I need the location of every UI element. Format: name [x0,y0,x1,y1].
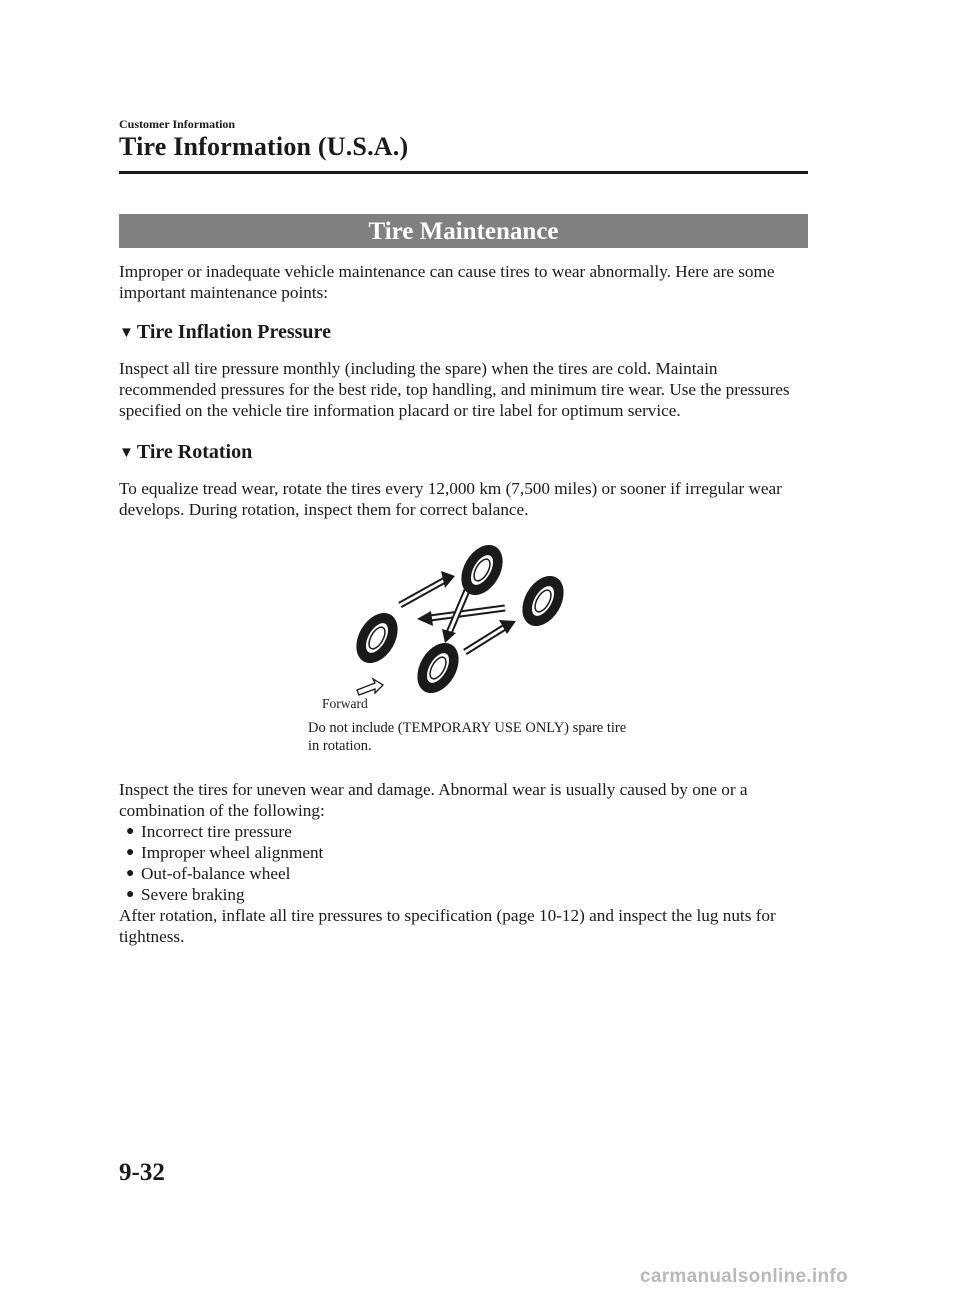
footer-watermark: carmanualsonline.info [640,1266,848,1287]
diagram-caption: Do not include (TEMPORARY USE ONLY) spare tire in rotation. [308,720,627,754]
subheading-inflation [119,321,331,344]
list-item: ● Severe braking [126,885,245,904]
page-number: 9-32 [119,1159,165,1186]
heading-rule [119,171,808,174]
forward-arrow-icon [357,679,383,695]
list-item: ● Out-of-balance wheel [126,864,291,883]
subheading-rotation [119,441,252,464]
bullet-icon: ● [126,887,135,902]
tire-icon [514,569,572,634]
section-banner: Tire Maintenance [119,214,808,248]
rotation-paragraph: To equalize tread wear, rotate the tires every 12,000 km (7,500 miles) or sooner if irregular wear develops. During rotation, inspect them for correct balance. [119,479,782,519]
tire-icon [409,636,467,701]
subheading-rotation-text: Tire Rotation [136,441,253,463]
intro-paragraph: Improper or inadequate vehicle maintenance can cause tires to wear abnormally. Here are some important maintenance points: [119,262,775,302]
rotation-arrows [400,571,516,652]
section-label: Customer Information [119,117,236,131]
causes-list [119,821,323,905]
bullet-icon: ● [126,824,135,839]
bullet-icon: ● [126,845,135,860]
forward-label: Forward [322,696,368,711]
list-item: ● Incorrect tire pressure [126,822,292,841]
subheading-inflation-text: Tire Inflation Pressure [136,321,331,343]
after-rotation-paragraph: After rotation, inflate all tire pressures to specification (page 10-12) and inspect the lug nuts for tightness. [119,906,776,946]
tire-icon [453,538,511,603]
tire-icon [348,606,406,671]
triangle-down-icon: ▼ [119,325,134,341]
list-item: ● Improper wheel alignment [126,843,324,862]
tire-rotation-diagram [345,535,575,715]
page-title: Tire Information (U.S.A.) [119,132,409,161]
bullet-icon: ● [126,866,135,881]
inspect-paragraph: Inspect the tires for uneven wear and damage. Abnormal wear is usually caused by one or a combination of the following: [119,780,748,820]
inflation-paragraph: Inspect all tire pressure monthly (including the spare) when the tires are cold. Maintain recommended pressures for the best ride, top handling, and minimum tire wear. Use the pressures specified on the vehicle tire information placard or tire label for optimum service. [119,359,790,420]
triangle-down-icon: ▼ [119,445,134,461]
